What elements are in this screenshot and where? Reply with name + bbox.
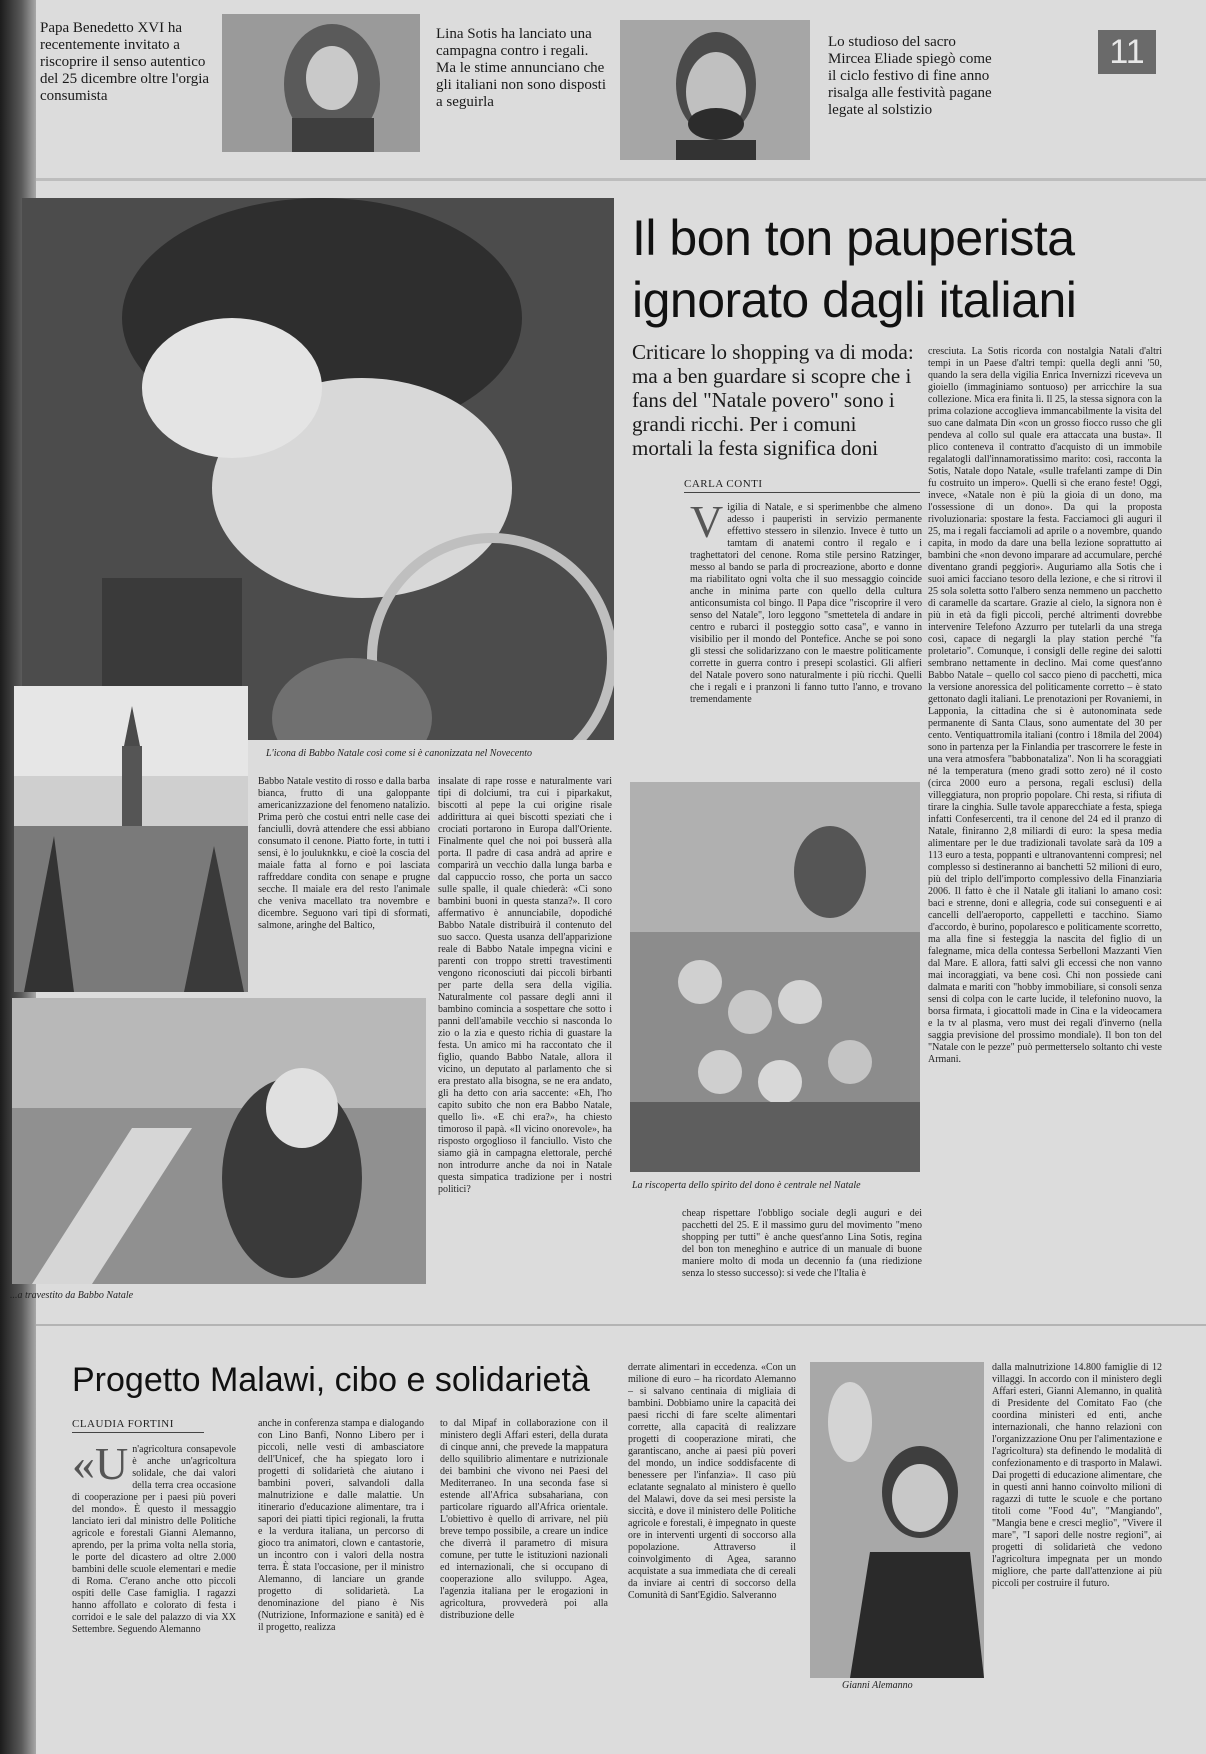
santa-photo [22,198,614,740]
main-headline-line2: ignorato dagli italiani [632,272,1077,328]
bottom-article-col5: dalla malnutrizione 14.800 famiglie di 12 villaggi. In accordo con il ministero degli Affari esteri, Gianni Alemanno, in qualità di Presidente del Comitato Fao (che coordina ministeri ed enti, anche internazionali, che hanno relazioni con l'organizzazione Onu per l'alimentazione e l'agricoltura) sta definendo le modalità di confezionamento e di trasporto in Malawi. Dai progetti di educazione alimentare, che in questi anni hanno coinvolto milioni di ragazzi di tutte le scuole e che portano titoli come "Food 4u", "Mangiando", "Mangia bene e cresci meglio", "Vivere il mare", "I sapori delle nostre regioni", ai progetti di solidarietà che vedono l'agricoltura impegnata per un mondo migliore, che parte dall'attenzione ai più piccoli per costruire il futuro. [992,1362,1162,1589]
bottom-byline: CLAUDIA FORTINI [72,1418,204,1433]
bottom-article-col1-text: n'agricoltura consapevole è anche un'agricoltura solidale, che dai valori della terra crea occasione di cooperazione per i paesi più poveri del mondo». È questo il messaggio lanciato ieri dal ministro delle Politiche agricole e forestali Gianni Alemanno, aprendo, per la prima volta nella storia, le porte del dicastero ad oltre 2.000 bambini delle scuole elementari e medie di Roma. C'erano anche otto piccoli ospiti delle Case famiglia. I ragazzi hanno affollato e colorato di festa i corridoi e le sale del palazzo di via XX Settembre. Seguendo Alemanno [72,1444,236,1635]
santa-photo-caption: L'icona di Babbo Natale così come si è canonizzata nel Novecento [266,748,532,759]
side-article-col2: insalate di rape rosse e naturalmente vari tipi di dolciumi, tra cui i piparkakut, biscotti al pepe la cui origine risale addirittura ai quei biscotti speziati che i crociati portarono in Europa dall'Oriente. Finalmente quel che noi poi busserà alla porta. Il padre di casa andrà ad aprire e comparirà un vecchio dalla lunga barba e dal cappuccio rosso, che porta un sacco sulle spalle, il quale chiederà: «Ci sono bambini buoni in questa stanza?». Il coro affermativo è annunciabile, dopodiché Babbo Natale distribuirà il contenuto del suo sacco. Questa usanza dell'apparizione reale di Babbo Natale impegna vicini e parenti con troppo stretti travestimenti vengono riconosciuti dai piccoli birbanti per parte della sera della vigilia. Naturalmente col passare degli anni il bambino comincia a sospettare che sotto i panni dell'amabile vecchio si nasconda lo zio o la zia e questo richia di guastare la festa. Un amico mi ha raccontato che il figlio, quando Babbo Natale, allora il vicino, un deputato al parlamento che si era prestato alla bisogna, se ne era andato, gli ha detto con aria saccente: «Eh, l'ho capito subito che non era Babbo Natale, quello lì». «E chi era?», ha chiesto timoroso il papà. «Il vicino onorevole», ha risposto orgoglioso il fanciullo. Visto che siamo già in campagna elettorale, perché non introdurre anche da noi in Natale questa simpatica tradizione per i nostri politici? [438,776,612,1195]
children-photo-caption: La riscoperta dello spirito del dono è centrale nel Natale [632,1180,861,1191]
main-article-col1 [690,502,922,770]
stairs-photo-caption: ...a travestito da Babbo Natale [10,1290,134,1301]
bottom-divider [36,1324,1206,1326]
teaser-photo-eliade [620,20,810,160]
minister-photo-caption: Gianni Alemanno [842,1680,913,1691]
bottom-article-col4: derrate alimentari in eccedenza. «Con un milione di euro – ha ricordato Alemanno – si salvano centinaia di migliaia di bambini. Dobbiamo unire la capacità dei paesi ricchi di fare scelte alimentari corrette, alla capacità di realizzare progetti di cooperazione mirati, che garantiscano, anche ai paesi più poveri del mondo, un indice soddisfacente di benessere per l'infanzia». Il caso più eclatante segnalato al ministero è quello del Malawi, dove da sei mesi persiste la siccità, e dove il ministero delle Politiche agricole e forestali, è impegnato in queste ore in interventi urgenti di soccorso alla popolazione. Attraverso il coinvolgimento di Agea, saranno acquistate a sua immediata che di cereali da inviare ai centri di soccorso della Comunità di Sant'Egidio. Salveranno [628,1362,796,1601]
stairs-photo [12,998,426,1284]
page-number: 11 [1098,30,1156,74]
bottom-article-col1 [72,1444,236,1744]
teaser-sotis: Lina Sotis ha lanciato una campagna contro i regali. Ma le stime annunciano che gli italiani non sono disposti a seguirla [436,26,607,110]
winter-painting [14,686,248,992]
main-article-col2: cresciuta. La Sotis ricorda con nostalgia Natali d'altri tempi in un Paese d'altri tempi: quella degli anni '50, quando la sera della vigilia Enrica Invernizzi riceveva un gioiello (immaginiamo sontuoso) per arricchire la sua collezione. Mica era finita lì. Il 25, la stessa signora con la prima colazione accoglieva immancabilmente la visita del suo cane dalmata Din «con un grosso fiocco russo che gli pendeva al collo sul quale era attaccata una busta». Il plico conteneva il contratto d'acquisto di un immobile regalatogli dall'innamoratissimo marito: così, racconta la Sotis, Natale dopo Natale, «sulle trafelanti zampe di Din fu costruito un impero». Quelli sì che erano feste! Oggi, invece, «Natale non è più la gioia di un dono, ma l'ossessione di un dono». Da qui la proposta rivoluzionaria: spostare la festa. Facciamoci gli auguri il 25, ma i regali facciamoli ad aprile o a novembre, quando capita, in modo da dare una bella lezione soprattutto ai bambini che «non devono imparare ad accumulare, perché diventano grandi peggiori». Auguriamo alla Sotis che i suoi amici facciano tesoro della lezione, e che si ritrovi il 25 sola soletta sotto l'albero senza nemmeno un pacchetto di caramelle da scartare. Grazie al cielo, la signora non è più in età da figli piccoli, perché altrimenti dovrebbe intervenire Telefono Azzurro per tutelarli da una strega così, capace di negargli la play station perché "fa proletario". Comunque, i consigli delle regine dei salotti sembrano nettamente in declino. Mai come quest'anno Babbo Natale – quello col sacco pieno di pacchetti, mica la versione anoressica del politicamente corretto – è stato gettonato dagli italiani. Le prenotazioni per Rovaniemi, in Lapponia, la cittadina che si è autonominata sede permanente di Santa Claus, sono aumentate del 30 per cento. Ventiquattromila italiani (contro i 18mila del 2004) sono in partenza per la Finlandia per trascorrere le feste in una vera atmosfera "babbonataliza". Non li ha scoraggiati né la temperatura (meno gradi sotto zero) né il costo (circa 2000 euro a persona, regali esclusi) della villeggiatura, non proprio popolare. Chi resta, si rifiuta di tirare la cinghia. Sulle tavole apparecchiate a festa, spiega infatti Confesercenti, tra il cenone del 24 ed il pranzo di Natale, finiranno 2,8 miliardi di euro: la spesa media alimentare per le due tradizionali tavolate sarà da 109 a 113 euro a testa, poppanti e ultranovantenni compresi; nel complesso si destineranno ai banchetti 52 milioni di euro, più del triplo dell'importo complessivo della Finanziaria 2006. Il fatto è che il Natale gli italiani lo amano così: baci e strenne, doni e allegria, code sui conseguenti e ai cancelli dell'aeroporto, cappelletti e tacchino. Siamo d'accordo, è burino, popolaresco e politicamente scorretto, ma alla fine si festeggia la nascita del figlio di un falegname, mica della contessa Serbelloni Mazzanti Vien dal Mare. E allora, fatti salvi gli eccessi che non vanno mai incoraggiati, va bene così. Chi non possiede cani dalmata e mariti con "hobby immobiliare, si consoli senza sensi di colpa con le carte lucide, il telefonino nuovo, la borsa firmata, i giocattoli made in Cina e la videocamera e la tv al plasma, vero must dei regali d'inverno (nella saggia previsione del prossimo mondiale). Il bon ton del "Natale con le pezze" può permetterselo soltanto chi veste Armani. [928,346,1162,1065]
main-dropcap: V [690,502,724,547]
teaser-eliade: Lo studioso del sacro Mircea Eliade spiegò come il ciclo festivo di fine anno risalga alle festività pagane legate al solstizio [828,34,992,118]
main-article-col1-text: igilia di Natale, e si sperimenbbe che almeno adesso i pauperisti in servizio permanente effettivo stessero in silenzio. Invece è tutto un tamtam di anatemi contro il regalo e i traghettatori del cenone. Roma stile persino Ratzinger, messo al bando se parla di procreazione, aborto e donne ma riabilitato ogni volta che il suo messaggio coincide anche in minima parte con quello della cultura anticonsumista col bingo. Il Papa dice "riscoprire il vero senso del Natale", loro leggono "smettetela di andare in centro e rubarci il posteggio sotto casa", e vanno in visibilio per il mondo del Pontefice. Anche se poi sono gli stessi che solidarizzano con le maestre politicamente corrette in guerra contro i presepi scolastici. Gli alfieri del Natale povero sono naturalmente i più ricchi. Quelli che i regali e i pranzoni li fanno tutto l'anno, e trovano tremendamente [690,502,922,705]
bottom-headline: Progetto Malawi, cibo e solidarietà [72,1361,590,1399]
bottom-article-col2: anche in conferenza stampa e dialogando con Lino Banfi, Nonno Libero per i piccoli, nelle vesti di ambasciatore dell'Unicef, che ha spiegato loro i progetti di solidarietà che aiutano i bambini poveri, salvandoli dalla malnutrizione e dalle malattie. Un itinerario d'educazione alimentare, tra i sapori dei piatti tipici regionali, la frutta e la verdura italiana, un percorso di gioco tra animatori, clown e cantastorie, un incontro con i valori della nostra terra. È stata l'occasione, per il ministro Alemanno, di lanciare un grande progetto di solidarietà. La denominazione del piano è Nis (Nutrizione, Informazione e sanità) ed è il progetto, realizza [258,1418,424,1633]
bottom-dropcap: «U [72,1444,129,1489]
bottom-article-col3: to dal Mipaf in collaborazione con il ministero degli Affari esteri, della durata di cinque anni, che prevede la mappatura dello squilibrio alimentare e nutrizionale dei bambini che vivono nei Paesi del Mediterraneo. In una seconda fase si estende all'Africa subsahariana, con particolare riguardo all'Africa orientale. L'obiettivo è quello di arrivare, nel più breve tempo possibile, a creare un indice che diverrà il parametro di misura comune, per tutte le istituzioni nazionali ed internazionali, che si occupano di cooperazione allo sviluppo. Agea, l'agenzia italiana per le erogazioni in agricoltura, provvederà poi alla distribuzione delle [440,1418,608,1621]
main-deck: Criticare lo shopping va di moda: ma a ben guardare si scopre che i fans del "Natale povero" sono i grandi ricchi. Per i comuni mortali la festa significa doni [632,340,914,460]
top-divider [36,178,1206,181]
children-photo [630,782,920,1172]
side-article-col1: Babbo Natale vestito di rosso e dalla barba bianca, frutto di una galoppante americanizzazione del fenomeno natalizio. Prima però che costui entri nelle case dei fanciulli, dovrà attendere che essi abbiano consumato il cenone. Piatto forte, in tutti i sensi, è lo jouluknkku, e cioè la coscia del maiale fatta al forno e poi lasciata raffreddare condita con senape e prugne secche. Il maiale era del resto l'animale che veniva macellato tra novembre e dicembre. Seguono vari tipi di sformati, salmone, aringhe del Baltico, [258,776,430,931]
teaser-photo-sotis [222,14,420,152]
teaser-benedetto: Papa Benedetto XVI ha recentemente invitato a riscoprire il senso autentico del 25 dicembre oltre l'orgia consumista [40,20,210,104]
main-byline: CARLA CONTI [684,478,920,493]
minister-photo [810,1362,984,1678]
main-article-col1b: cheap rispettare l'obbligo sociale degli auguri e dei pacchetti del 25. E il massimo guru del movimento "meno shopping per tutti" è anche quest'anno Lina Sotis, regina del bon ton meneghino e autrice di un manuale di buone maniere molto di moda un decennio fa (una riedizione senza lo stesso successo): si vede che l'Italia è [682,1208,922,1279]
main-headline-line1: Il bon ton pauperista [632,210,1075,266]
